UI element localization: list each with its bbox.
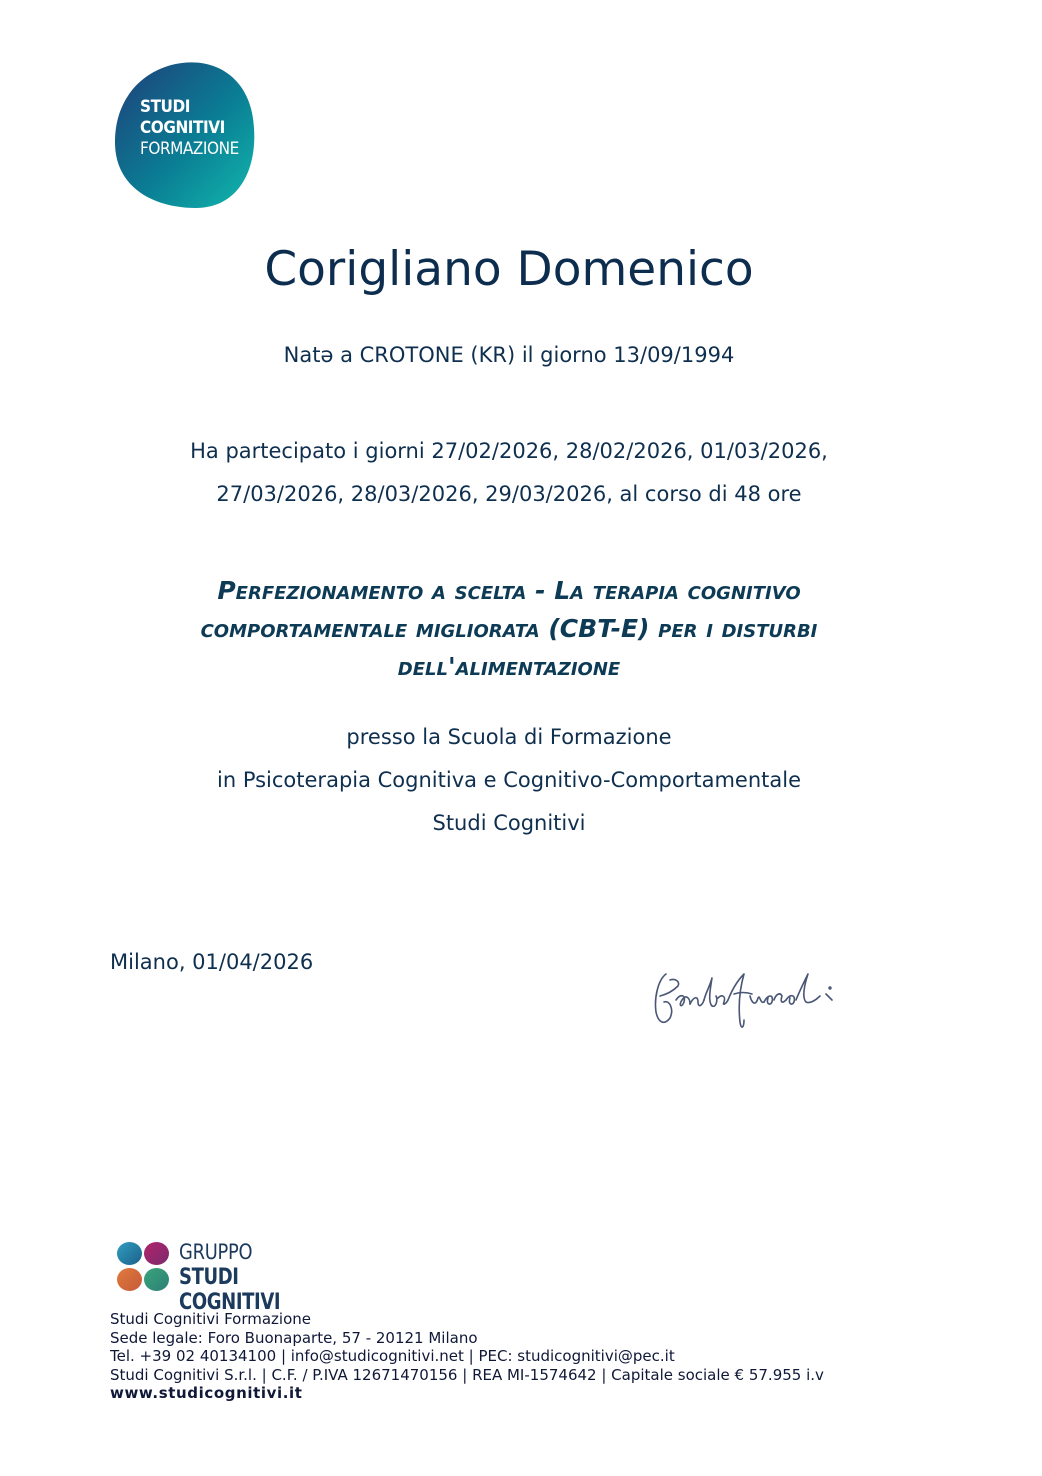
logo-text-studi: STUDI — [140, 97, 191, 117]
school-line-3: Studi Cognitivi — [432, 811, 586, 835]
school-line-1: presso la Scuola di Formazione — [346, 725, 672, 749]
course-title-line-2: comportamentale migliorata (CBT-E) per i disturbi — [200, 614, 818, 643]
footer — [110, 1310, 824, 1403]
logo-text-cognitivi: COGNITIVI — [140, 118, 225, 138]
footer-website-link[interactable]: www.studicognitivi.it — [110, 1384, 303, 1402]
logo-dot-green — [144, 1268, 169, 1291]
recipient-name: Corigliano Domenico — [264, 242, 754, 297]
footer-contacts: Tel. +39 02 40134100 | info@studicognitivi.net | PEC: studicognitivi@pec.it — [110, 1347, 675, 1365]
school-info — [0, 716, 1018, 845]
studi-cognitivi-formazione-logo — [112, 60, 258, 210]
footer-legal-info: Studi Cognitivi S.r.l. | C.F. / P.IVA 12671470156 | REA MI-1574642 | Capitale sociale € 57.955 i.v — [110, 1365, 824, 1384]
logo-dot-orange — [117, 1268, 142, 1291]
logo-dot-blue — [117, 1242, 142, 1265]
group-logo-dots-icon — [114, 1238, 170, 1294]
place-and-date: Milano, 01/04/2026 — [110, 950, 314, 974]
signature-icon — [640, 960, 850, 1040]
attendance-info — [60, 430, 958, 516]
group-logo-text-gruppo: GRUPPO — [179, 1240, 253, 1264]
footer-address: Sede legale: Foro Buonaparte, 57 - 20121 Milano — [110, 1328, 478, 1347]
logo-text-formazione: FORMAZIONE — [140, 139, 239, 159]
footer-company-name: Studi Cognitivi Formazione — [110, 1310, 312, 1328]
logo-dot-magenta — [144, 1242, 169, 1265]
attendance-line-2: 27/03/2026, 28/03/2026, 29/03/2026, al corso di 48 ore — [216, 482, 802, 506]
birth-info: Natə a CROTONE (KR) il giorno 13/09/1994 — [283, 343, 735, 367]
course-title — [100, 572, 918, 686]
school-line-2: in Psicoterapia Cognitiva e Cognitivo-Comportamentale — [217, 768, 801, 792]
course-title-line-1: Perfezionamento a scelta - La terapia cognitivo — [217, 576, 801, 605]
gruppo-studi-cognitivi-logo — [114, 1238, 374, 1315]
group-logo-text-studi-cognitivi: STUDI COGNITIVI — [179, 1265, 281, 1315]
attendance-line-1: Ha partecipato i giorni 27/02/2026, 28/02/2026, 01/03/2026, — [190, 439, 828, 463]
course-title-line-3: dell'alimentazione — [397, 652, 621, 681]
